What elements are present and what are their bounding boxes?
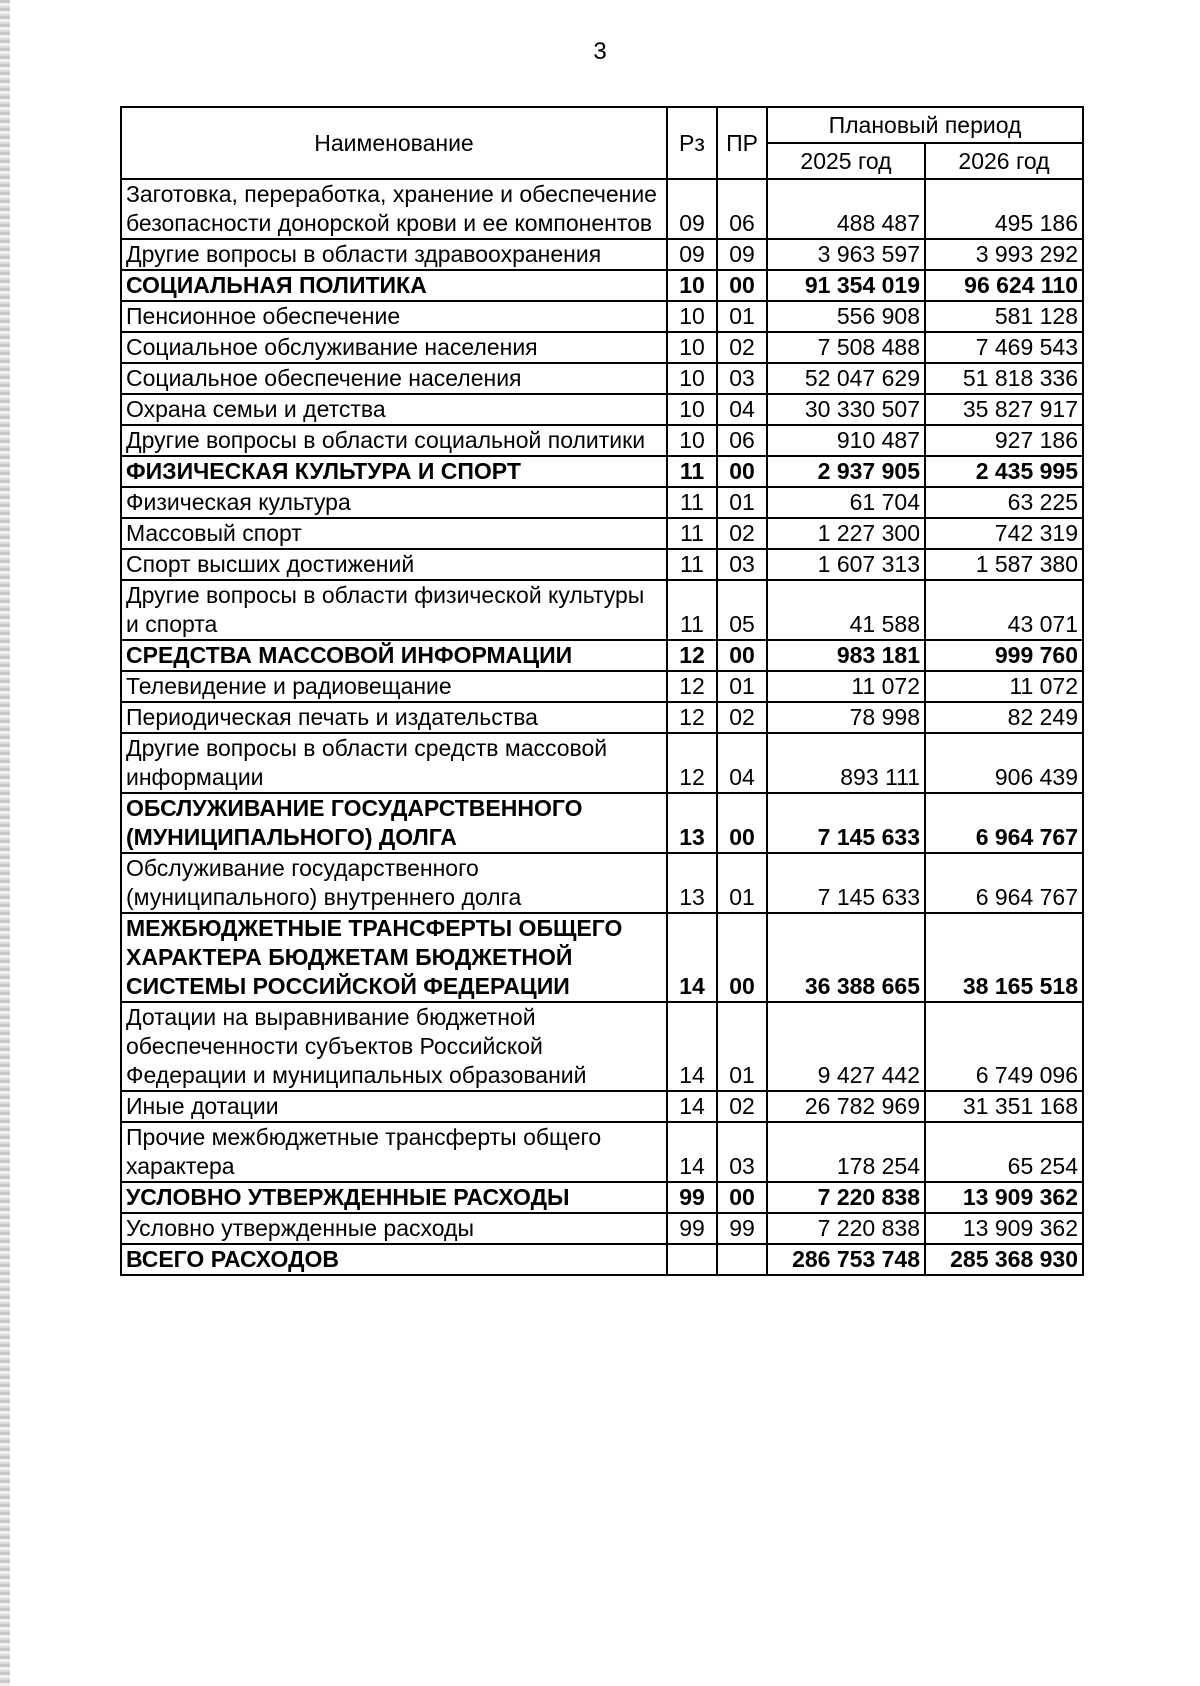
row-name: Телевидение и радиовещание — [121, 671, 667, 702]
page-number: 3 — [593, 38, 607, 65]
row-amount-2025: 52 047 629 — [767, 363, 925, 394]
row-rz: 99 — [667, 1213, 717, 1244]
table-row — [121, 1213, 1083, 1244]
row-rz: 11 — [667, 518, 717, 549]
row-rz: 10 — [667, 394, 717, 425]
header-name: Наименование — [121, 107, 667, 179]
row-amount-2025: 41 588 — [767, 580, 925, 640]
row-amount-2026: 927 186 — [925, 425, 1083, 456]
table-body — [121, 179, 1083, 1275]
row-amount-2026: 6 749 096 — [925, 1002, 1083, 1091]
row-pr: 00 — [717, 456, 767, 487]
row-rz: 09 — [667, 179, 717, 239]
row-pr: 01 — [717, 487, 767, 518]
table-row — [121, 1002, 1083, 1091]
row-name: Массовый спорт — [121, 518, 667, 549]
row-rz: 12 — [667, 671, 717, 702]
row-pr: 06 — [717, 425, 767, 456]
table-row — [121, 702, 1083, 733]
row-amount-2026: 51 818 336 — [925, 363, 1083, 394]
row-pr: 00 — [717, 270, 767, 301]
row-pr: 01 — [717, 1002, 767, 1091]
row-pr: 99 — [717, 1213, 767, 1244]
row-amount-2026: 31 351 168 — [925, 1091, 1083, 1122]
row-name: ОБСЛУЖИВАНИЕ ГОСУДАРСТВЕННОГО (МУНИЦИПАЛЬНОГО) ДОЛГА — [121, 793, 667, 853]
row-amount-2026: 13 909 362 — [925, 1213, 1083, 1244]
row-amount-2026: 38 165 518 — [925, 913, 1083, 1002]
header-period: Плановый период — [767, 107, 1083, 143]
row-name: Периодическая печать и издательства — [121, 702, 667, 733]
row-amount-2025: 556 908 — [767, 301, 925, 332]
row-rz: 10 — [667, 270, 717, 301]
row-amount-2026: 11 072 — [925, 671, 1083, 702]
table-row — [121, 179, 1083, 239]
row-name: Дотации на выравнивание бюджетной обеспеченности субъектов Российской Федерации и муниципальных образований — [121, 1002, 667, 1091]
table-row — [121, 1122, 1083, 1182]
row-rz: 13 — [667, 793, 717, 853]
row-name: ФИЗИЧЕСКАЯ КУЛЬТУРА И СПОРТ — [121, 456, 667, 487]
row-rz: 12 — [667, 733, 717, 793]
row-name: Другие вопросы в области социальной политики — [121, 425, 667, 456]
row-amount-2026: 2 435 995 — [925, 456, 1083, 487]
row-amount-2026: 65 254 — [925, 1122, 1083, 1182]
row-name: Социальное обеспечение населения — [121, 363, 667, 394]
row-pr: 03 — [717, 1122, 767, 1182]
table-row — [121, 580, 1083, 640]
row-pr: 00 — [717, 793, 767, 853]
row-rz: 11 — [667, 487, 717, 518]
row-name: УСЛОВНО УТВЕРЖДЕННЫЕ РАСХОДЫ — [121, 1182, 667, 1213]
row-amount-2026: 82 249 — [925, 702, 1083, 733]
row-amount-2025: 893 111 — [767, 733, 925, 793]
row-name: Охрана семьи и детства — [121, 394, 667, 425]
row-amount-2025: 9 427 442 — [767, 1002, 925, 1091]
row-pr: 09 — [717, 239, 767, 270]
header-rz: Рз — [667, 107, 717, 179]
row-amount-2026: 13 909 362 — [925, 1182, 1083, 1213]
row-pr: 01 — [717, 301, 767, 332]
row-name: Заготовка, переработка, хранение и обеспечение безопасности донорской крови и ее компонентов — [121, 179, 667, 239]
row-pr: 04 — [717, 394, 767, 425]
header-row — [121, 107, 1083, 143]
row-rz: 12 — [667, 640, 717, 671]
table-section-row — [121, 793, 1083, 853]
row-amount-2026: 6 964 767 — [925, 793, 1083, 853]
budget-table — [120, 106, 1084, 1276]
row-rz: 14 — [667, 1122, 717, 1182]
row-amount-2026: 96 624 110 — [925, 270, 1083, 301]
row-amount-2026: 285 368 930 — [925, 1244, 1083, 1275]
row-name: Пенсионное обеспечение — [121, 301, 667, 332]
row-pr: 06 — [717, 179, 767, 239]
row-amount-2026: 63 225 — [925, 487, 1083, 518]
row-amount-2025: 7 145 633 — [767, 793, 925, 853]
row-name: Условно утвержденные расходы — [121, 1213, 667, 1244]
scan-edge — [0, 0, 10, 1686]
row-amount-2025: 286 753 748 — [767, 1244, 925, 1275]
row-name: Физическая культура — [121, 487, 667, 518]
row-name: МЕЖБЮДЖЕТНЫЕ ТРАНСФЕРТЫ ОБЩЕГО ХАРАКТЕРА БЮДЖЕТАМ БЮДЖЕТНОЙ СИСТЕМЫ РОССИЙСКОЙ ФЕДЕРАЦИИ — [121, 913, 667, 1002]
row-rz: 99 — [667, 1182, 717, 1213]
row-rz: 10 — [667, 363, 717, 394]
row-amount-2026: 495 186 — [925, 179, 1083, 239]
table-row — [121, 239, 1083, 270]
row-amount-2025: 26 782 969 — [767, 1091, 925, 1122]
table-row — [121, 549, 1083, 580]
row-rz: 11 — [667, 580, 717, 640]
row-rz: 12 — [667, 702, 717, 733]
row-amount-2025: 3 963 597 — [767, 239, 925, 270]
row-rz: 11 — [667, 456, 717, 487]
row-rz — [667, 1244, 717, 1275]
row-amount-2025: 178 254 — [767, 1122, 925, 1182]
row-pr: 03 — [717, 363, 767, 394]
row-amount-2026: 906 439 — [925, 733, 1083, 793]
row-name: СОЦИАЛЬНАЯ ПОЛИТИКА — [121, 270, 667, 301]
row-rz: 14 — [667, 1002, 717, 1091]
row-amount-2026: 742 319 — [925, 518, 1083, 549]
row-name: СРЕДСТВА МАССОВОЙ ИНФОРМАЦИИ — [121, 640, 667, 671]
row-pr: 03 — [717, 549, 767, 580]
row-amount-2026: 3 993 292 — [925, 239, 1083, 270]
row-rz: 14 — [667, 913, 717, 1002]
row-amount-2025: 30 330 507 — [767, 394, 925, 425]
row-rz: 13 — [667, 853, 717, 913]
row-amount-2025: 61 704 — [767, 487, 925, 518]
row-pr: 02 — [717, 332, 767, 363]
row-amount-2026: 581 128 — [925, 301, 1083, 332]
row-pr: 05 — [717, 580, 767, 640]
table-row — [121, 363, 1083, 394]
row-amount-2026: 7 469 543 — [925, 332, 1083, 363]
row-amount-2025: 7 145 633 — [767, 853, 925, 913]
table-section-row — [121, 270, 1083, 301]
row-pr: 00 — [717, 1182, 767, 1213]
table-row — [121, 394, 1083, 425]
table-row — [121, 301, 1083, 332]
table-row — [121, 425, 1083, 456]
row-rz: 10 — [667, 301, 717, 332]
row-amount-2025: 11 072 — [767, 671, 925, 702]
row-rz: 11 — [667, 549, 717, 580]
row-name: Спорт высших достижений — [121, 549, 667, 580]
row-amount-2025: 2 937 905 — [767, 456, 925, 487]
row-amount-2025: 1 607 313 — [767, 549, 925, 580]
row-amount-2025: 91 354 019 — [767, 270, 925, 301]
row-amount-2025: 983 181 — [767, 640, 925, 671]
row-amount-2025: 488 487 — [767, 179, 925, 239]
row-amount-2025: 78 998 — [767, 702, 925, 733]
row-pr: 02 — [717, 518, 767, 549]
row-amount-2025: 7 508 488 — [767, 332, 925, 363]
table-section-row — [121, 913, 1083, 1002]
row-name: Другие вопросы в области здравоохранения — [121, 239, 667, 270]
table-row — [121, 733, 1083, 793]
table-section-row — [121, 1182, 1083, 1213]
row-amount-2026: 999 760 — [925, 640, 1083, 671]
row-pr: 00 — [717, 913, 767, 1002]
row-rz: 09 — [667, 239, 717, 270]
table-row — [121, 332, 1083, 363]
row-amount-2025: 7 220 838 — [767, 1213, 925, 1244]
table-section-row — [121, 1244, 1083, 1275]
row-pr — [717, 1244, 767, 1275]
row-amount-2025: 910 487 — [767, 425, 925, 456]
row-amount-2026: 43 071 — [925, 580, 1083, 640]
table-row — [121, 671, 1083, 702]
row-name: ВСЕГО РАСХОДОВ — [121, 1244, 667, 1275]
table-section-row — [121, 640, 1083, 671]
table-row — [121, 1091, 1083, 1122]
row-name: Другие вопросы в области средств массовой информации — [121, 733, 667, 793]
row-amount-2026: 35 827 917 — [925, 394, 1083, 425]
table-section-row — [121, 456, 1083, 487]
row-name: Другие вопросы в области физической культуры и спорта — [121, 580, 667, 640]
row-name: Обслуживание государственного (муниципального) внутреннего долга — [121, 853, 667, 913]
table-row — [121, 518, 1083, 549]
row-pr: 01 — [717, 853, 767, 913]
row-name: Иные дотации — [121, 1091, 667, 1122]
row-pr: 02 — [717, 1091, 767, 1122]
header-year-2025: 2025 год — [767, 143, 925, 179]
row-pr: 00 — [717, 640, 767, 671]
row-amount-2025: 1 227 300 — [767, 518, 925, 549]
row-pr: 02 — [717, 702, 767, 733]
row-amount-2026: 6 964 767 — [925, 853, 1083, 913]
row-amount-2026: 1 587 380 — [925, 549, 1083, 580]
row-rz: 10 — [667, 332, 717, 363]
row-rz: 14 — [667, 1091, 717, 1122]
table-row — [121, 487, 1083, 518]
row-rz: 10 — [667, 425, 717, 456]
row-amount-2025: 7 220 838 — [767, 1182, 925, 1213]
header-year-2026: 2026 год — [925, 143, 1083, 179]
table-row — [121, 853, 1083, 913]
row-name: Прочие межбюджетные трансферты общего характера — [121, 1122, 667, 1182]
row-pr: 04 — [717, 733, 767, 793]
header-pr: ПР — [717, 107, 767, 179]
row-pr: 01 — [717, 671, 767, 702]
row-amount-2025: 36 388 665 — [767, 913, 925, 1002]
row-name: Социальное обслуживание населения — [121, 332, 667, 363]
